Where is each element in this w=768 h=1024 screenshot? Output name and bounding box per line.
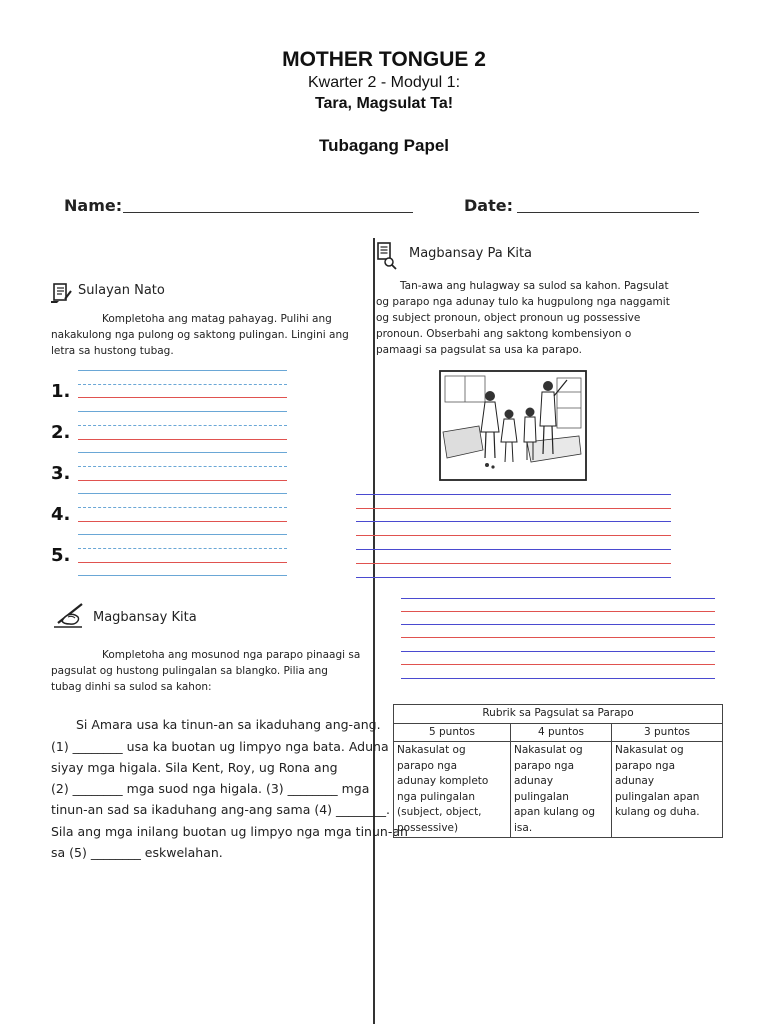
answer-line-3[interactable]	[78, 480, 287, 481]
document-magnifier-icon	[377, 242, 399, 270]
paragraph-line[interactable]	[356, 563, 671, 564]
rubric-cell-line: parapo nga	[615, 759, 676, 772]
writing-guide-line	[78, 411, 287, 412]
hand-writing-icon	[52, 601, 88, 629]
answer-line-4[interactable]	[78, 521, 287, 522]
rubric-cell-line: adunay	[615, 775, 655, 787]
rubric-header: 5 puntos	[394, 723, 511, 742]
paragraph-line[interactable]	[401, 637, 715, 638]
item-number: 1.	[51, 381, 71, 402]
writing-guide-line	[78, 370, 287, 371]
writing-guide-line	[78, 466, 287, 467]
item-number: 5.	[51, 545, 71, 566]
story-line-7: sa (5) ________ eskwelahan.	[51, 845, 223, 860]
name-field[interactable]	[123, 212, 413, 213]
item-number: 2.	[51, 422, 71, 443]
paragraph-line[interactable]	[356, 521, 671, 522]
column-divider	[373, 238, 375, 1024]
rubric-table	[393, 704, 723, 838]
writing-guide-line	[78, 493, 287, 494]
sulayan-nato-heading: Sulayan Nato	[78, 283, 165, 298]
paragraph-line[interactable]	[401, 598, 715, 599]
family-kitchen-illustration	[439, 370, 587, 481]
magbansay-kita-instructions-line2: pagsulat og hustong pulingalan sa blangko. Pilia ang	[51, 665, 328, 677]
writing-guide-line	[78, 534, 287, 535]
writing-guide-line	[78, 575, 287, 576]
magbansay-pa-kita-instructions-line5: pamaagi sa pagsulat sa usa ka parapo.	[376, 344, 582, 356]
story-line-5: tinun-an sad sa ikaduhang ang-ang sama (4) ________.	[51, 802, 391, 817]
notebook-pen-icon	[50, 282, 74, 304]
rubric-header: 4 puntos	[511, 723, 612, 742]
paragraph-line[interactable]	[356, 577, 671, 578]
magbansay-kita-instructions-line3: tubag dinhi sa sulod sa kahon:	[51, 681, 212, 693]
writing-guide-line	[78, 425, 287, 426]
paragraph-line[interactable]	[401, 611, 715, 612]
magbansay-kita-heading: Magbansay Kita	[93, 610, 197, 625]
rubric-cell-line: (subject, object,	[397, 806, 482, 818]
rubric-cell-line: nga pulingalan	[397, 790, 476, 803]
lesson-title: Tara, Magsulat Ta!	[314, 95, 454, 112]
rubric-cell-3	[612, 742, 723, 838]
rubric-cell-line: adunay kompleto	[397, 775, 489, 787]
rubric-cell-line: isa.	[514, 821, 533, 834]
magbansay-pa-kita-instructions-line2: og parapo nga adunay tulo ka hugpulong nga naggamit	[376, 296, 670, 308]
rubric-cell-line: adunay	[514, 775, 554, 787]
writing-guide-line	[78, 384, 287, 385]
date-label: Date:	[464, 196, 513, 215]
name-label: Name:	[64, 196, 123, 215]
rubric-cell-line: pulingalan apan	[615, 790, 700, 803]
rubric-cell-5	[394, 742, 511, 838]
story-line-2: (1) ________ usa ka buotan ug limpyo nga bata. Aduna	[51, 739, 389, 754]
writing-guide-line	[78, 548, 287, 549]
rubric-cell-line: apan kulang og	[514, 806, 596, 818]
magbansay-pa-kita-instructions-line3: og subject pronoun, object pronoun ug possessive	[376, 312, 641, 324]
sulayan-instructions-line3: letra sa hustong tubag.	[51, 345, 174, 357]
magbansay-pa-kita-instructions-line1: Tan-awa ang hulagway sa sulod sa kahon. Pagsulat	[400, 280, 669, 292]
paragraph-line[interactable]	[356, 494, 671, 495]
rubric-cell-line: Nakasulat og	[514, 744, 583, 756]
paragraph-line[interactable]	[356, 549, 671, 550]
rubric-cell-line: Nakasulat og	[615, 744, 684, 756]
answer-line-1[interactable]	[78, 397, 287, 398]
magbansay-pa-kita-instructions-line4: pronoun. Obserbahi ang saktong kombensiyon o	[376, 328, 632, 340]
story-line-6: Sila ang mga inilang buotan ug limpyo nga mga tinun-an	[51, 824, 408, 839]
sulayan-instructions-line2: nakakulong nga pulong og saktong pulingan. Lingini ang	[51, 329, 349, 341]
rubric-header: 3 puntos	[612, 723, 723, 742]
paragraph-line[interactable]	[356, 535, 671, 536]
rubric-title-row	[394, 705, 723, 724]
rubric-cell-line: pulingalan	[514, 790, 569, 803]
writing-guide-line	[78, 507, 287, 508]
paragraph-line[interactable]	[401, 664, 715, 665]
rubric-header-row	[394, 723, 723, 742]
rubric-cell-line: possessive)	[397, 821, 459, 834]
sulayan-instructions-line1: Kompletoha ang matag pahayag. Pulihi ang	[102, 313, 332, 325]
magbansay-pa-kita-heading: Magbansay Pa Kita	[409, 246, 533, 261]
item-number: 4.	[51, 504, 71, 525]
paragraph-line[interactable]	[401, 651, 715, 652]
subject-title: MOTHER TONGUE 2	[282, 48, 486, 71]
rubric-title: Rubrik sa Pagsulat sa Parapo	[394, 705, 723, 724]
answer-line-5[interactable]	[78, 562, 287, 563]
writing-guide-line	[78, 452, 287, 453]
rubric-cell-line: kulang og duha.	[615, 806, 700, 818]
story-line-4: (2) ________ mga suod nga higala. (3) ________ mga	[51, 781, 370, 796]
story-line-3: siyay mga higala. Sila Kent, Roy, ug Rona ang	[51, 760, 338, 775]
date-field[interactable]	[517, 212, 699, 213]
magbansay-kita-instructions-line1: Kompletoha ang mosunod nga parapo pinaagi sa	[102, 649, 361, 661]
paragraph-line[interactable]	[356, 508, 671, 509]
rubric-cell-line: Nakasulat og	[397, 744, 466, 756]
rubric-cell-line: parapo nga	[397, 759, 458, 772]
story-line-1: Si Amara usa ka tinun-an sa ikaduhang ang-ang.	[76, 717, 381, 732]
item-number: 3.	[51, 463, 71, 484]
answer-sheet-title: Tubagang Papel	[318, 136, 450, 155]
rubric-criteria-row	[394, 742, 723, 838]
module-subtitle: Kwarter 2 - Modyul 1:	[307, 74, 461, 91]
rubric-cell-4	[511, 742, 612, 838]
rubric-cell-line: parapo nga	[514, 759, 575, 772]
paragraph-line[interactable]	[401, 624, 715, 625]
paragraph-line[interactable]	[401, 678, 715, 679]
answer-line-2[interactable]	[78, 439, 287, 440]
